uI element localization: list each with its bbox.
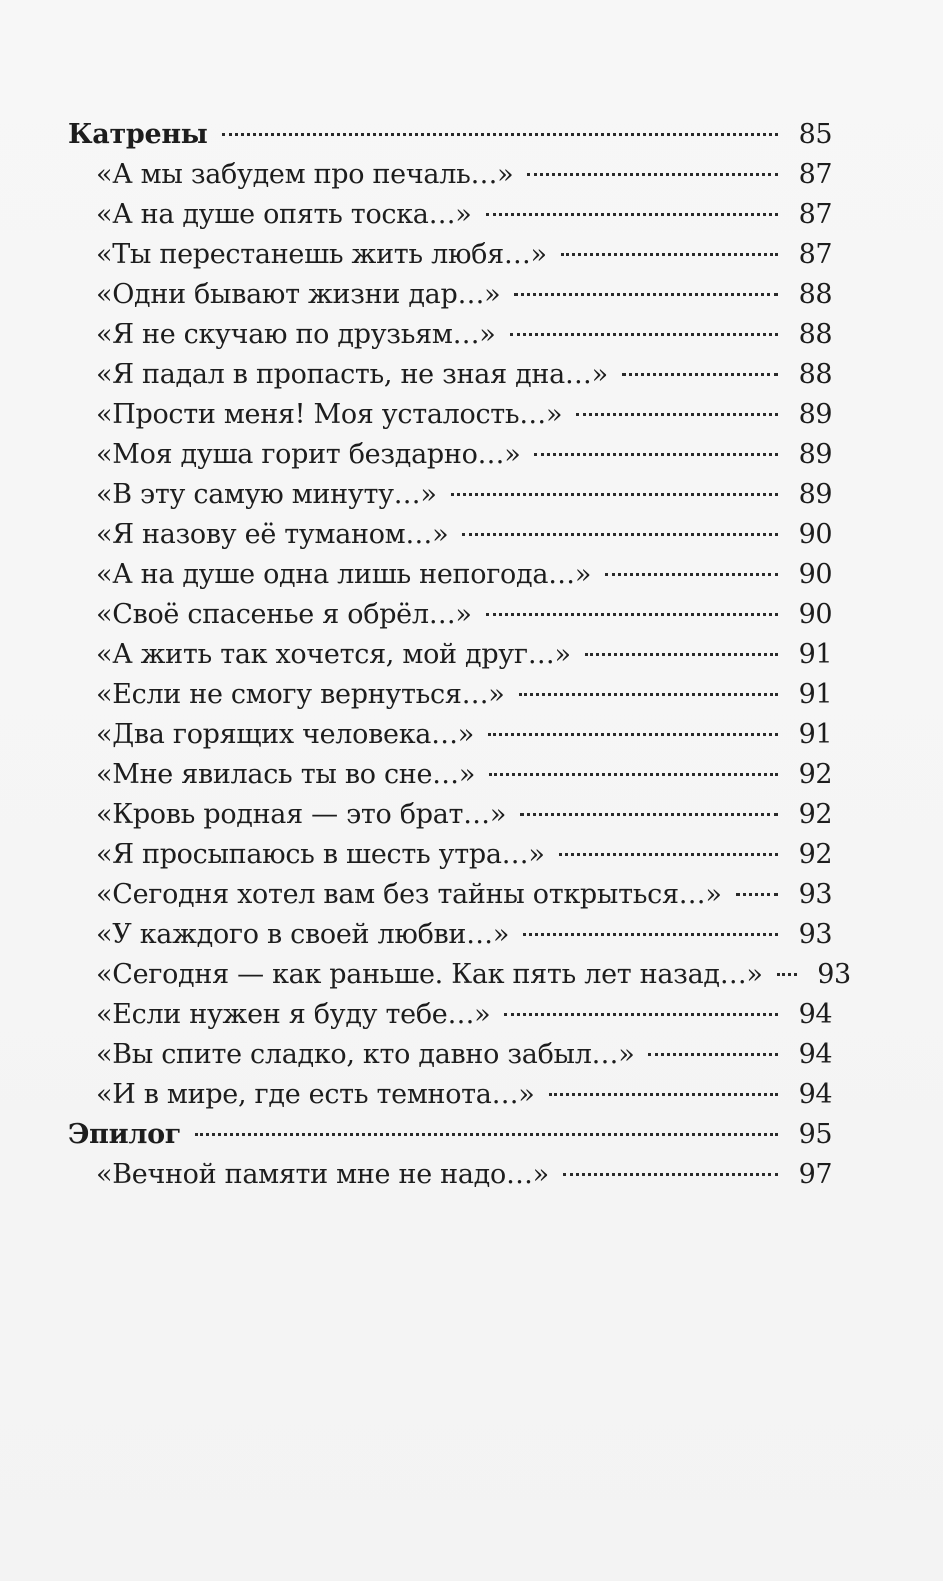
toc-entry-title: «Если нужен я буду тебе…»: [96, 999, 491, 1030]
toc-entry: [68, 395, 832, 435]
dot-leader: [195, 1133, 778, 1136]
dot-leader: [534, 453, 778, 456]
toc-entry: [68, 435, 832, 475]
toc-entry: [68, 755, 832, 795]
toc-entry: [68, 1155, 832, 1195]
toc-entry-page: 93: [798, 919, 832, 950]
toc-entry-page: 88: [798, 359, 832, 390]
toc-entry-page: 93: [817, 959, 851, 990]
toc-entry-page: 93: [798, 879, 832, 910]
toc-entry-title: «Моя душа горит бездарно…»: [96, 439, 521, 470]
toc-entry-title: «У каждого в своей любви…»: [96, 919, 510, 950]
toc-entry: [68, 1075, 832, 1115]
dot-leader: [648, 1053, 778, 1056]
toc-entry-page: 87: [798, 199, 832, 230]
toc-entry-title: «Вы спите сладко, кто давно забыл…»: [96, 1039, 635, 1070]
dot-leader: [489, 773, 778, 776]
toc-entry-title: «Своё спасенье я обрёл…»: [96, 599, 472, 630]
toc-entry: [68, 1035, 832, 1075]
dot-leader: [576, 413, 778, 416]
dot-leader: [504, 1013, 778, 1016]
toc-entry-page: 90: [798, 599, 832, 630]
toc-entry-page: 92: [798, 839, 832, 870]
toc-entry: [68, 115, 832, 155]
toc-entry-page: 89: [798, 479, 832, 510]
toc-entry-page: 92: [798, 759, 832, 790]
toc-entry-title: «Одни бывают жизни дар…»: [96, 279, 501, 310]
toc-entry-page: 90: [798, 559, 832, 590]
toc-entry-title: «Я не скучаю по друзьям…»: [96, 319, 496, 350]
toc-entry-page: 90: [798, 519, 832, 550]
dot-leader: [527, 173, 778, 176]
dot-leader: [486, 613, 778, 616]
toc-entry-page: 89: [798, 439, 832, 470]
toc-entry-title: «Я назову её туманом…»: [96, 519, 449, 550]
toc-entry: [68, 555, 832, 595]
dot-leader: [222, 133, 778, 136]
toc-entry: [68, 835, 832, 875]
dot-leader: [605, 573, 778, 576]
dot-leader: [777, 973, 797, 976]
table-of-contents: [68, 115, 851, 1195]
toc-entry: [68, 675, 832, 715]
toc-entry-title: «А мы забудем про печаль…»: [96, 159, 514, 190]
toc-entry-title: «А жить так хочется, мой друг…»: [96, 639, 571, 670]
toc-entry: [68, 715, 832, 755]
toc-entry-title: «В эту самую минуту…»: [96, 479, 437, 510]
toc-entry-title: Эпилог: [68, 1119, 182, 1150]
dot-leader: [519, 693, 779, 696]
toc-entry-page: 97: [798, 1159, 832, 1190]
toc-entry-page: 87: [798, 159, 832, 190]
toc-entry: [68, 995, 832, 1035]
toc-entry-title: «Ты перестанешь жить любя…»: [96, 239, 547, 270]
toc-entry-page: 88: [798, 319, 832, 350]
toc-entry-page: 92: [798, 799, 832, 830]
toc-entry-page: 87: [798, 239, 832, 270]
toc-entry-title: «Я падал в пропасть, не зная дна…»: [96, 359, 608, 390]
dot-leader: [486, 213, 778, 216]
toc-entry: [68, 475, 832, 515]
toc-entry: [68, 195, 832, 235]
dot-leader: [549, 1093, 778, 1096]
toc-entry-page: 88: [798, 279, 832, 310]
toc-entry-page: 85: [798, 119, 832, 150]
toc-entry-title: «Два горящих человека…»: [96, 719, 474, 750]
toc-entry-page: 91: [798, 639, 832, 670]
toc-entry-title: «Прости меня! Моя усталость…»: [96, 399, 563, 430]
toc-entry-title: «Мне явилась ты во сне…»: [96, 759, 476, 790]
toc-entry-page: 94: [798, 999, 832, 1030]
toc-entry-page: 91: [798, 719, 832, 750]
dot-leader: [520, 813, 778, 816]
toc-entry-title: «А на душе одна лишь непогода…»: [96, 559, 592, 590]
toc-entry-title: «Кровь родная — это брат…»: [96, 799, 507, 830]
dot-leader: [559, 853, 778, 856]
toc-entry: [68, 315, 832, 355]
toc-entry: [68, 155, 832, 195]
toc-entry: [68, 875, 832, 915]
toc-entry-page: 91: [798, 679, 832, 710]
dot-leader: [561, 253, 778, 256]
toc-entry: [68, 635, 832, 675]
toc-entry-title: «Сегодня — как раньше. Как пять лет назад…»: [96, 959, 763, 990]
dot-leader: [510, 333, 779, 336]
dot-leader: [736, 893, 778, 896]
toc-entry: [68, 955, 851, 995]
dot-leader: [523, 933, 778, 936]
toc-entry: [68, 795, 832, 835]
toc-entry-title: «Если не смогу вернуться…»: [96, 679, 505, 710]
dot-leader: [451, 493, 778, 496]
dot-leader: [488, 733, 778, 736]
toc-entry: [68, 235, 832, 275]
dot-leader: [514, 293, 778, 296]
toc-entry: [68, 515, 832, 555]
toc-entry: [68, 1115, 832, 1155]
dot-leader: [622, 373, 778, 376]
toc-entry-title: Катрены: [68, 119, 208, 150]
toc-entry: [68, 915, 832, 955]
toc-entry-title: «И в мире, где есть темнота…»: [96, 1079, 535, 1110]
toc-entry-page: 89: [798, 399, 832, 430]
toc-entry-title: «А на душе опять тоска…»: [96, 199, 472, 230]
toc-entry-page: 95: [798, 1119, 832, 1150]
dot-leader: [563, 1173, 778, 1176]
toc-entry-title: «Сегодня хотел вам без тайны открыться…»: [96, 879, 722, 910]
dot-leader: [585, 653, 778, 656]
dot-leader: [462, 533, 778, 536]
toc-entry: [68, 355, 832, 395]
toc-entry-page: 94: [798, 1039, 832, 1070]
toc-entry: [68, 595, 832, 635]
toc-entry-title: «Я просыпаюсь в шесть утра…»: [96, 839, 545, 870]
toc-entry: [68, 275, 832, 315]
toc-entry-title: «Вечной памяти мне не надо…»: [96, 1159, 549, 1190]
toc-entry-page: 94: [798, 1079, 832, 1110]
